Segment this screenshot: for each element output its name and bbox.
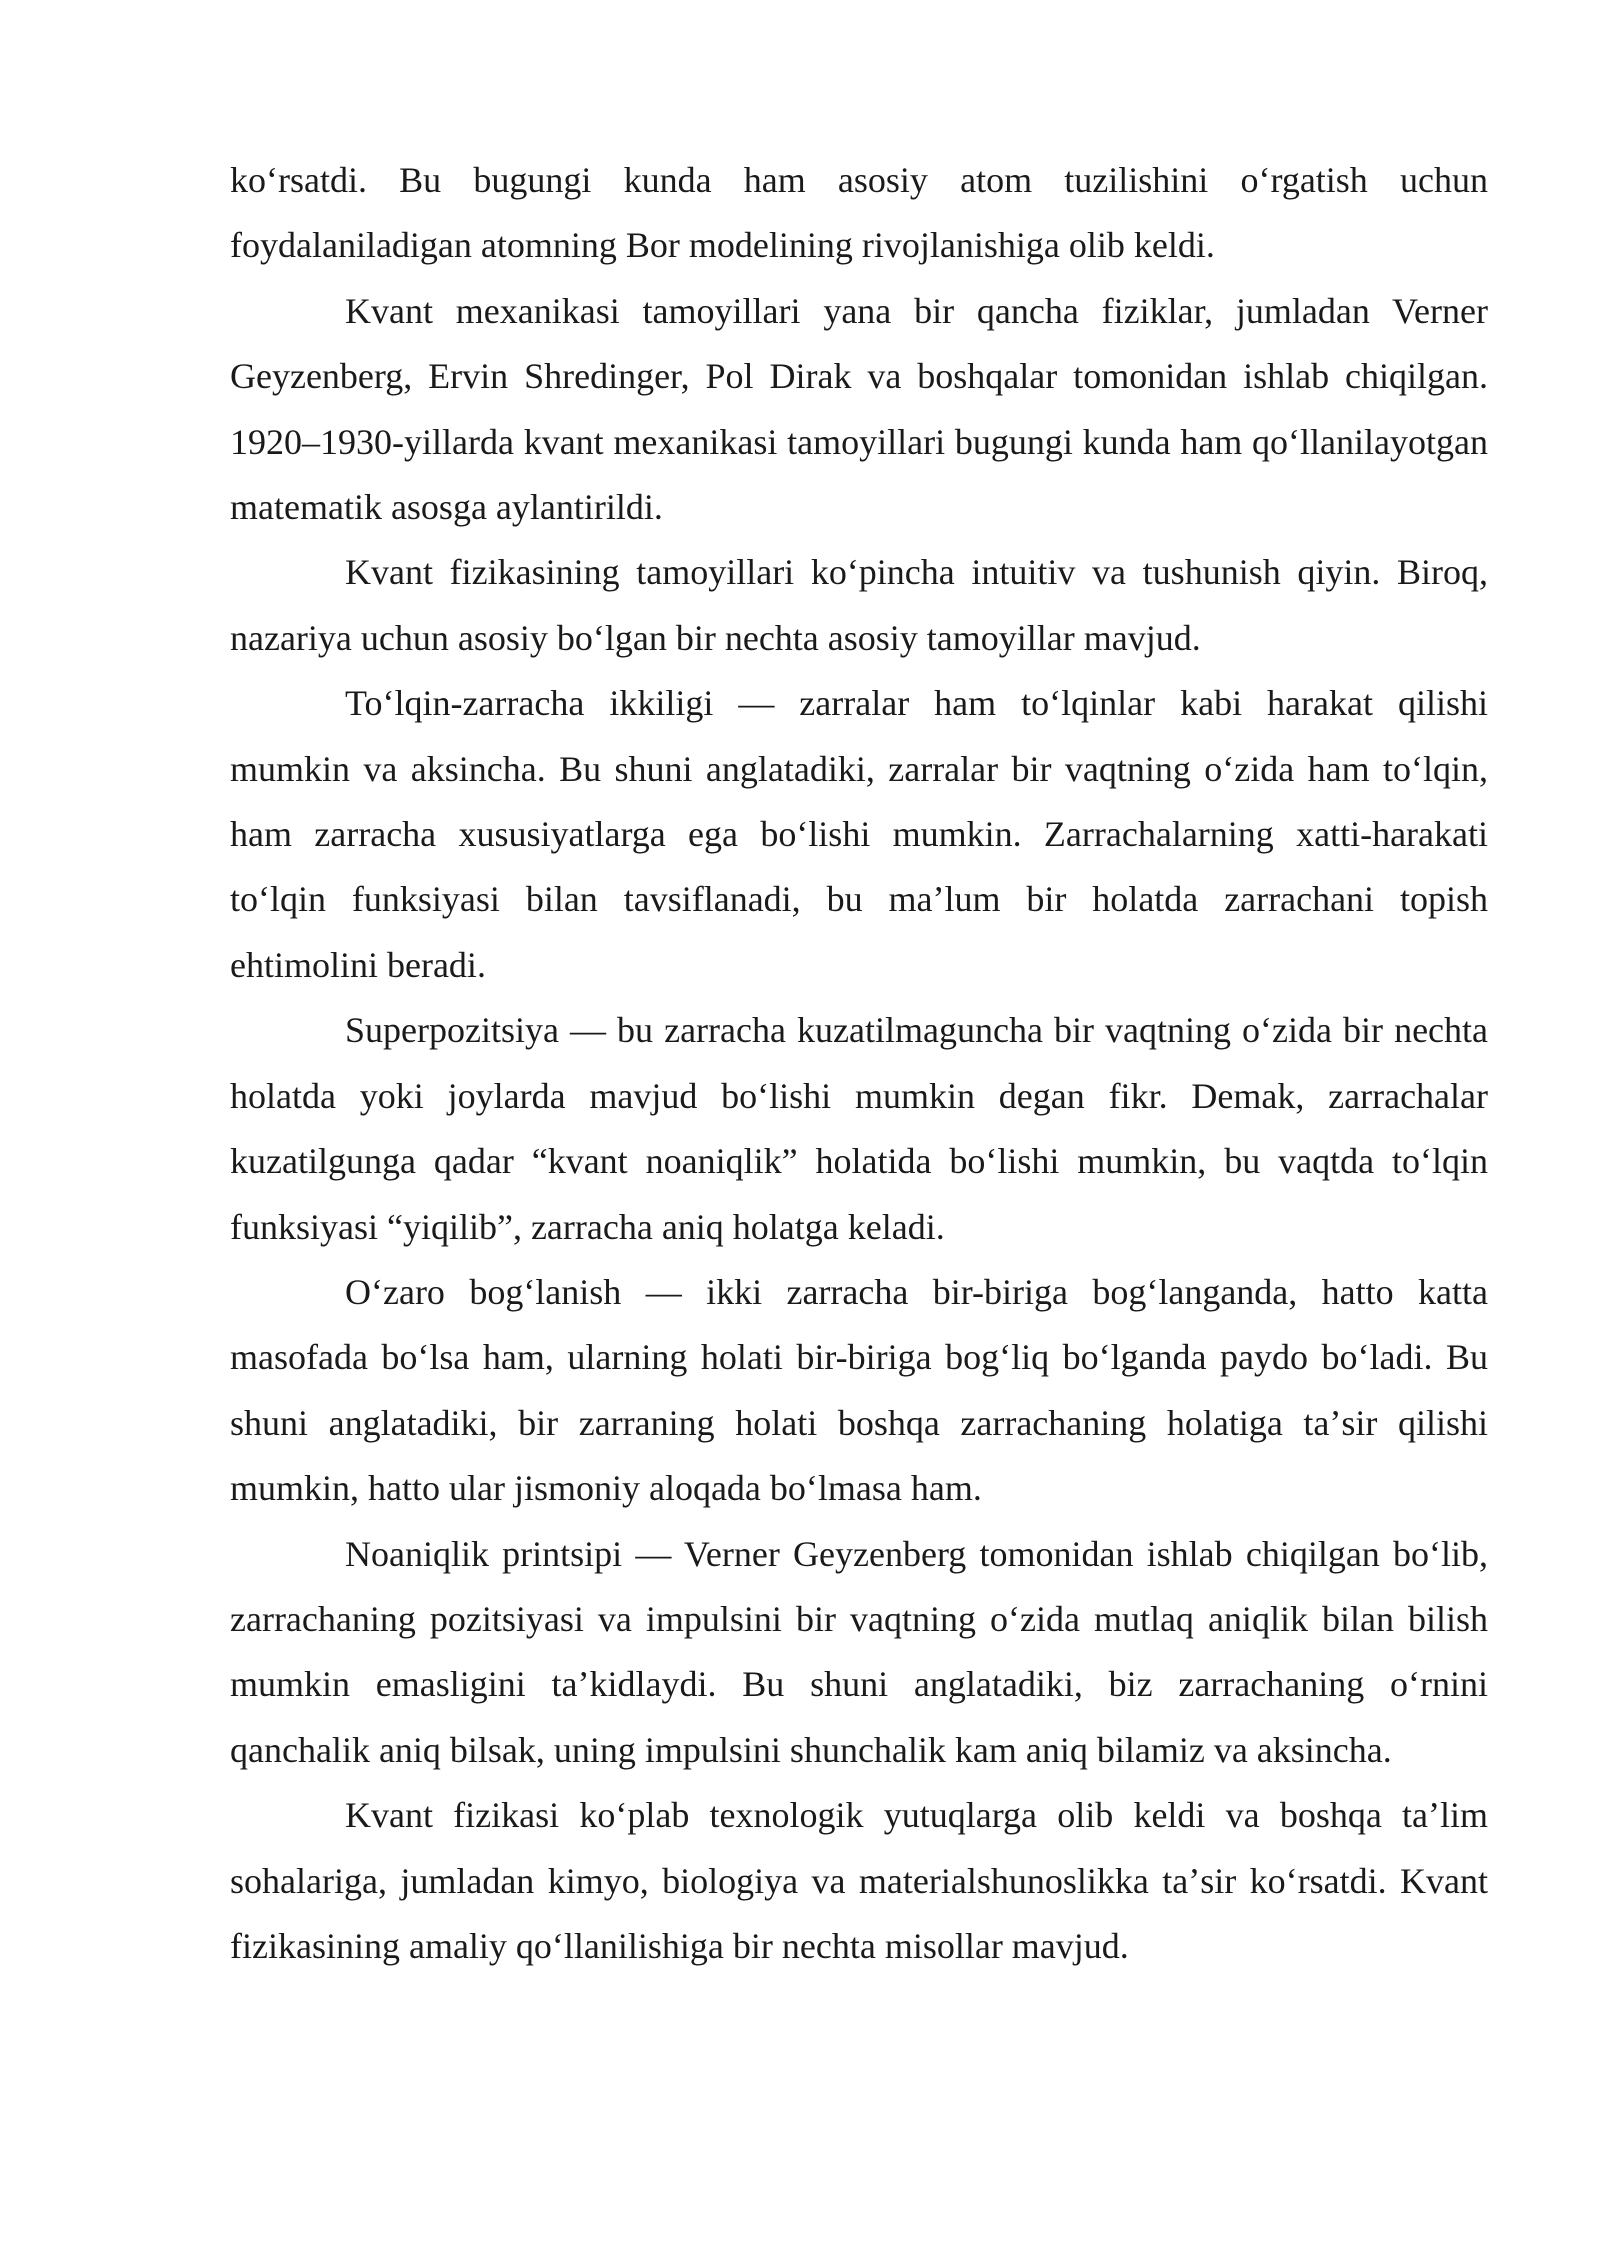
paragraph-superposition: Superpozitsiya — bu zarracha kuzatilmaguncha bir vaqtning oʻzida bir nechta holatda yoki joylarda mavjud boʻlishi mumkin degan fikr. Demak, zarrachalar kuzatilgunga qadar “kvant noaniqlik” holatida boʻlishi mumkin, bu vaqtda toʻlqin funksiyasi “yiqilib”, zarracha aniq holatga keladi. — [230, 1010, 1488, 1247]
paragraph-quantum-mechanics-principles: Kvant mexanikasi tamoyillari yana bir qancha fiziklar, jumladan Verner Geyzenberg, Ervin Shredinger, Pol Dirak va boshqalar tomonidan ishlab chiqilgan. 1920–1930-yillarda kvant mexanikasi tamoyillari bugungi kunda ham qoʻllanilayotgan matematik asosga aylantirildi. — [230, 290, 1488, 528]
body-text — [230, 148, 1488, 1979]
paragraph-entanglement: Oʻzaro bogʻlanish — ikki zarracha bir-biriga bogʻlanganda, hatto katta masofada boʻlsa ham, ularning holati bir-biriga bogʻliq boʻlganda paydo boʻladi. Bu shuni anglatadiki, bir zarraning holati boshqa zarrachaning holatiga taʼsir qilishi mumkin, hatto ular jismoniy aloqada boʻlmasa ham. — [230, 1271, 1488, 1509]
paragraph-applications: Kvant fizikasi koʻplab texnologik yutuqlarga olib keldi va boshqa taʼlim sohalariga, jumladan kimyo, biologiya va materialshunoslikka taʼsir koʻrsatdi. Kvant fizikasining amaliy qoʻllanilishiga bir nechta misollar mavjud. — [230, 1795, 1488, 1966]
paragraph-uncertainty-principle: Noaniqlik printsipi — Verner Geyzenberg tomonidan ishlab chiqilgan boʻlib, zarrachaning pozitsiyasi va impulsini bir vaqtning oʻzida mutlaq aniqlik bilan bilish mumkin emasligini taʼkidlaydi. Bu shuni anglatadiki, biz zarrachaning oʻrnini qanchalik aniq bilsak, uning impulsini shunchalik kam aniq bilamiz va aksincha. — [230, 1533, 1488, 1770]
paragraph-wave-particle-duality: Toʻlqin-zarracha ikkiligi — zarralar ham toʻlqinlar kabi harakat qilishi mumkin va aksincha. Bu shuni anglatadiki, zarralar bir vaqtning oʻzida ham toʻlqin, ham zarracha xususiyatlarga ega boʻlishi mumkin. Zarrachalarning xatti-harakati toʻlqin funksiyasi bilan tavsiflanadi, bu maʼlum bir holatda zarrachani topish ehtimolini beradi. — [230, 683, 1488, 985]
paragraph-continuation: koʻrsatdi. Bu bugungi kunda ham asosiy atom tuzilishini oʻrgatish uchun foydalaniladigan atomning Bor modelining rivojlanishiga olib keldi. — [230, 160, 1488, 266]
paragraph-principles-intro: Kvant fizikasining tamoyillari koʻpincha intuitiv va tushunish qiyin. Biroq, nazariya uchun asosiy boʻlgan bir nechta asosiy tamoyillar mavjud. — [230, 552, 1488, 658]
